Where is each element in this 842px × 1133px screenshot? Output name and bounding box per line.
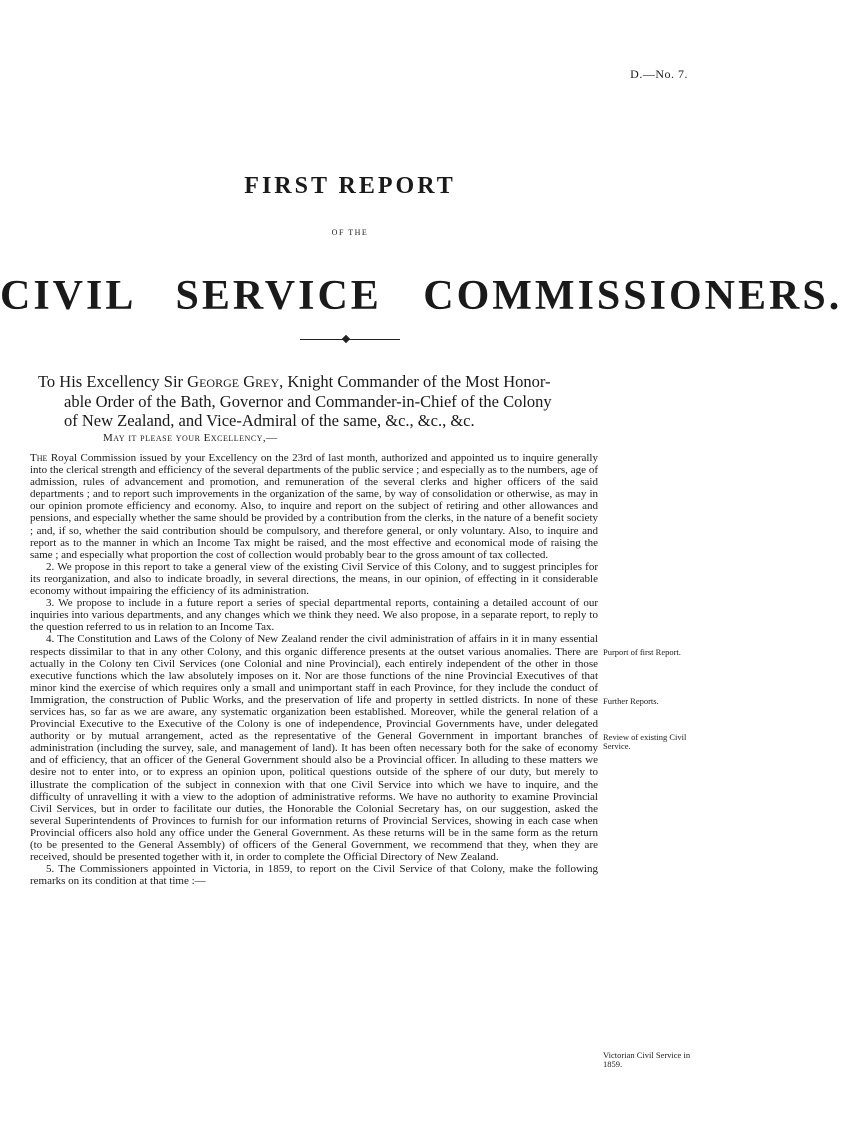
salutation: May it please your Excellency,—	[103, 432, 278, 444]
paragraph-lead-word: The	[30, 452, 48, 464]
address-line-2: able Order of the Bath, Governor and Commander-in-Chief of the Colony	[64, 391, 552, 411]
governor-name: George Grey	[187, 372, 280, 391]
page-reference: D.—No. 7.	[630, 67, 688, 81]
paragraph-5: 5. The Commissioners appointed in Victoria, in 1859, to report on the Civil Service of that Colony, make the following remarks on its condition at that time :—	[30, 863, 598, 888]
paragraph-1	[30, 452, 598, 561]
report-body	[30, 452, 598, 887]
commissioners-title: CIVIL SERVICE COMMISSIONERS.	[0, 273, 842, 319]
address-line-1	[38, 372, 678, 392]
report-title: FIRST REPORT	[244, 173, 456, 199]
margin-note-victorian: Victorian Civil Service in 1859.	[603, 1050, 691, 1069]
margin-note-further-reports: Further Reports.	[603, 696, 659, 706]
margin-note-purport: Purport of first Report.	[603, 647, 681, 657]
paragraph-text: Royal Commission issued by your Excellency on the 23rd of last month, authorized and appointed us to inquire generally into the clerical strength and efficiency of the several departments of the public service ; and especially as to the numbers, age of admission, rules of advancement and promotion, and remuneration of the several clerks and higher officers of the said departments ; and to report such improvements in the organization of the same, by way of consolidation or otherwise, as may in our opinion promote efficiency and economy. Also, to inquire and report on the subject of retiring and other allowances and pensions, and especially whether the same should be provided by a contribution from the clerks, in the nature of a benefit society ; and, if so, whether the said contribution should be compulsory, and therefore general, or only voluntary. Also, to inquire and report as to the manner in which an Income Tax might be raised, and the most effective and economical mode of raising the same ; and especially what proportion the cost of collection would probably bear to the gross amount of tax collected.	[30, 452, 598, 561]
address-line-3: of New Zealand, and Vice-Admiral of the same, &c., &c., &c.	[64, 411, 475, 430]
paragraph-4: 4. The Constitution and Laws of the Colony of New Zealand render the civil administration of affairs in it in many essential respects dissimilar to that in any other Colony, and this organic difference presents at the outset various anomalies. There are actually in the Colony ten Civil Services (one Colonial and nine Provincial), each entirely independent of the other in those executive functions which the law absolutely imposes on it. Nor are those functions of the nine Provincial Executives of that minor kind the exercise of which requires only a small and unimportant staff in each Province, for they include the conduct of Immigration, the construction of Public Works, and the preservation of life and property in settled districts. In none of these services has, so far as we are aware, any systematic organization been established. Moreover, while the general relation of a Provincial Executive to the Executive of the Colony is one of independence, Provincial Governments have, under delegated authority or by mutual arrangement, acted as the representative of the General Government in important branches of administration (including the survey, sale, and management of land). It has been often necessary both for the sake of economy and of efficiency, that an officer of the General Government should also be a Provincial officer. In alluding to these matters we desire not to enter into, or to express an opinion upon, political questions outside of the sphere of our duty, but merely to illustrate the complication of the subject in connexion with that one Civil Service into which we have to inquire, and the difficulty of unravelling it with a view to the adoption of administrative reforms. We have no authority to examine Provincial Civil Services, but in order to facilitate our duties, the Honorable the Colonial Secretary has, on our suggestion, asked the several Superintendents of Provinces to furnish for our information returns of Provincial Services, showing in each case when Provincial officers also hold any office under the General Government. As these returns will be in the same form as the return (to be presented to the General Assembly) of officers of the General Government, we recommend that they, when they are received, should be presented together with it, in order to complete the Official Directory of New Zealand.	[30, 633, 598, 864]
address-prefix: To His Excellency Sir	[38, 372, 188, 391]
rule-diamond-ornament	[342, 335, 350, 343]
margin-note-review: Review of existing Civil Service.	[603, 732, 687, 751]
paragraph-2: 2. We propose in this report to take a general view of the existing Civil Service of this Colony, and to suggest principles for its reorganization, and also to indicate broadly, in several directions, the means, in our opinion, of effecting in it considerable economy without impairing the efficiency of its administration.	[30, 560, 598, 598]
address-block	[38, 372, 678, 431]
paragraph-3: 3. We propose to include in a future report a series of special departmental reports, containing a detailed account of our inquiries into various departments, and any changes which we think they need. We also propose, in a separate report, to reply to the question referred to us in relation to an Income Tax.	[30, 597, 598, 634]
title-connector: OF THE	[331, 228, 369, 237]
address-suffix: , Knight Commander of the Most Honor-	[279, 372, 551, 391]
